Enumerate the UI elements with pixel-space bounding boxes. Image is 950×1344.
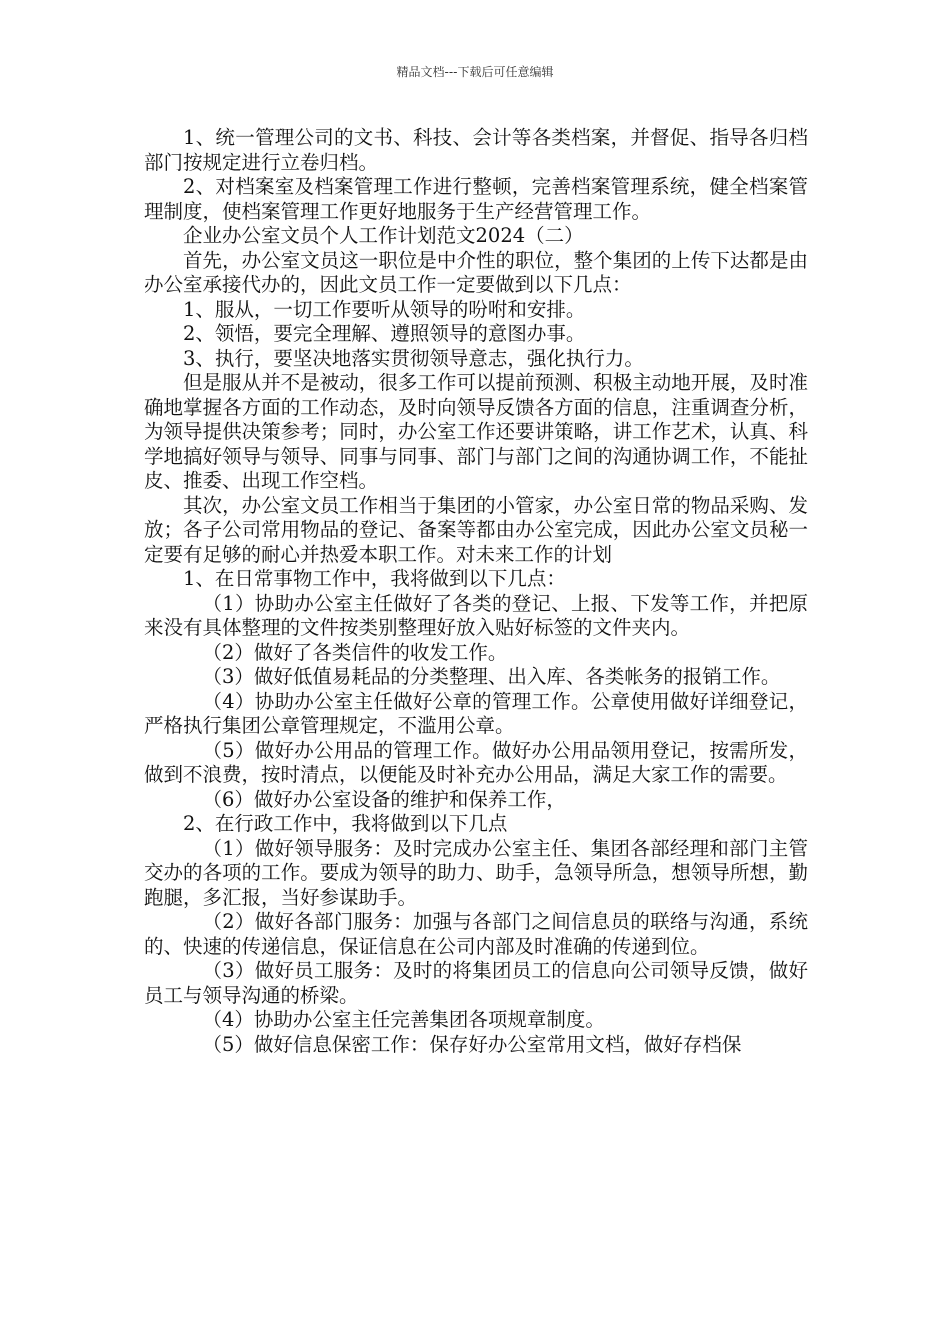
paragraph: （5）做好办公用品的管理工作。做好办公用品领用登记，按需所发，做到不浪费，按时清点，以便能及时补充办公用品，满足大家工作的需要。: [144, 738, 808, 786]
paragraph: 但是服从并不是被动，很多工作可以提前预测、积极主动地开展，及时准确地掌握各方面的工作动态，及时向领导反馈各方面的信息，注重调查分析，为领导提供决策参考；同时，办公室工作还要讲策略，讲工作艺术，认真、科学地搞好领导与领导、同事与同事、部门与部门之间的沟通协调工作，不能扯皮、推委、出现工作空档。: [144, 371, 808, 492]
paragraph: 3、执行，要坚决地落实贯彻领导意志，强化执行力。: [183, 346, 644, 370]
paragraph: 1、统一管理公司的文书、科技、会计等各类档案，并督促、指导各归档部门按规定进行立卷归档。: [144, 126, 808, 174]
paragraph: （1）协助办公室主任做好了各类的登记、上报、下发等工作，并把原来没有具体整理的文件按类别整理好放入贴好标签的文件夹内。: [144, 591, 808, 639]
paragraph: （2）做好各部门服务：加强与各部门之间信息员的联络与沟通，系统的、快速的传递信息，保证信息在公司内部及时准确的传递到位。: [144, 910, 808, 958]
paragraph: （4）协助办公室主任做好公章的管理工作。公章使用做好详细登记，严格执行集团公章管理规定，不滥用公章。: [144, 689, 808, 737]
paragraph: （3）做好员工服务：及时的将集团员工的信息向公司领导反馈，做好员工与领导沟通的桥梁。: [144, 959, 808, 1007]
paragraph: （2）做好了各类信件的收发工作。: [202, 640, 508, 664]
paragraph: 2、对档案室及档案管理工作进行整顿，完善档案管理系统，健全档案管理制度，使档案管理工作更好地服务于生产经营管理工作。: [144, 175, 808, 223]
paragraph: 1、在日常事物工作中，我将做到以下几点：: [183, 567, 566, 590]
paragraph: （5）做好信息保密工作：保存好办公室常用文档，做好存档保: [202, 1032, 742, 1056]
paragraph: 1、服从，一切工作要听从领导的吩咐和安排。: [183, 297, 586, 321]
paragraph: 首先，办公室文员这一职位是中介性的职位，整个集团的上传下达都是由办公室承接代办的，因此文员工作一定要做到以下几点：: [144, 248, 808, 296]
paragraph: 2、领悟，要完全理解、遵照领导的意图办事。: [183, 322, 586, 345]
page-header: 精品文档---下载后可任意编辑: [396, 65, 554, 79]
paragraph: （1）做好领导服务：及时完成办公室主任、集团各部经理和部门主管交办的各项的工作。要成为领导的助力、助手，急领导所急，想领导所想，勤跑腿，多汇报，当好参谋助手。: [144, 836, 808, 909]
document-body: [144, 126, 808, 1057]
paragraph: （4）协助办公室主任完善集团各项规章制度。: [202, 1008, 605, 1031]
paragraph: 2、在行政工作中，我将做到以下几点: [183, 812, 508, 835]
paragraph: （3）做好低值易耗品的分类整理、出入库、各类帐务的报销工作。: [202, 665, 781, 688]
paragraph: （6）做好办公室设备的维护和保养工作，: [202, 787, 566, 811]
paragraph: 其次，办公室文员工作相当于集团的小管家，办公室日常的物品采购、发放；各子公司常用物品的登记、备案等都由办公室完成，因此办公室文员秘一定要有足够的耐心并热爱本职工作。对未来工作的计划: [144, 493, 808, 566]
section-title: 企业办公室文员个人工作计划范文2024（二）: [183, 224, 584, 247]
